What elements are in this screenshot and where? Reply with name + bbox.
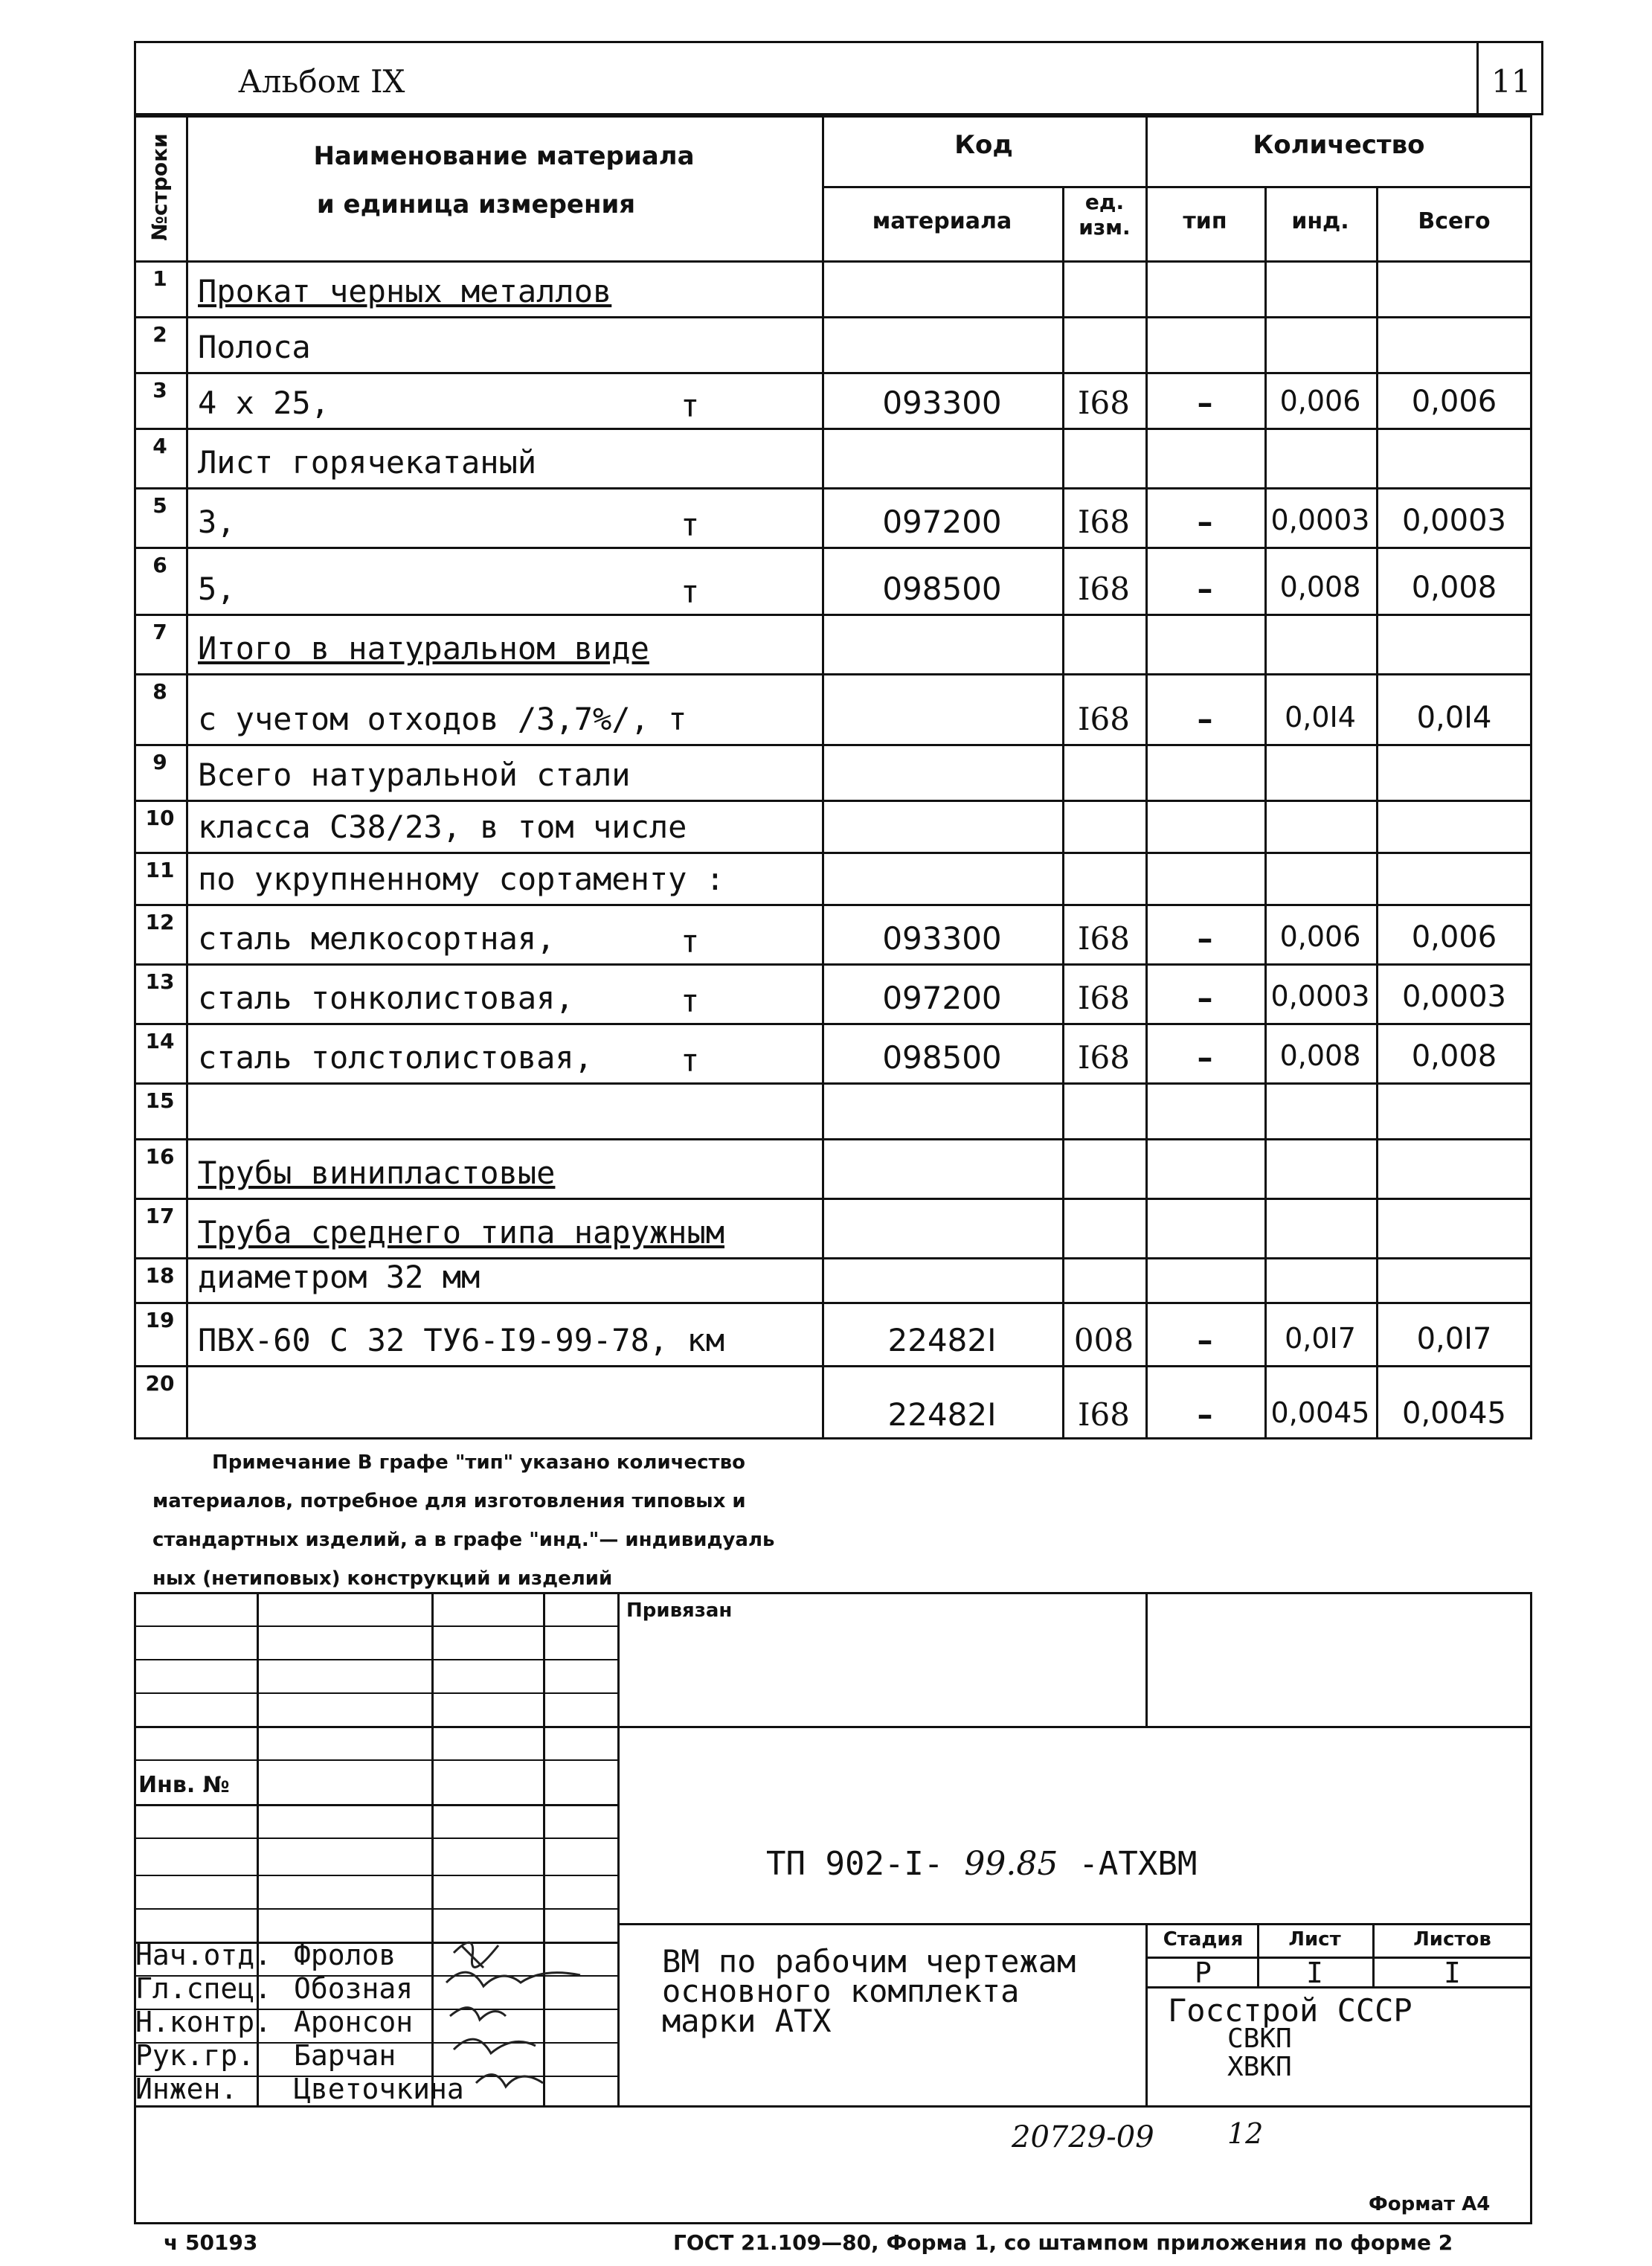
qty-total: 0,0003 xyxy=(1402,504,1506,538)
row-line xyxy=(134,1365,1532,1367)
inv-no-label: Инв. № xyxy=(138,1772,230,1798)
quantity-header: Количество xyxy=(1253,130,1425,160)
qty-ind: 0,008 xyxy=(1279,571,1361,603)
tb-row-g xyxy=(134,1837,617,1839)
qty-total: 0,008 xyxy=(1411,571,1497,605)
org-line1: Госстрой СССР xyxy=(1168,1992,1412,2029)
material-code: 22482I xyxy=(887,1396,997,1433)
doc-code xyxy=(766,1845,1197,1883)
privyazan-divider xyxy=(1145,1592,1148,1726)
row-line xyxy=(134,963,1532,966)
qty-ind: 0,008 xyxy=(1279,1039,1361,1072)
row-number: 20 xyxy=(145,1371,175,1396)
qty-type-header: тип xyxy=(1183,208,1227,234)
row-line xyxy=(134,1082,1532,1085)
code-header: Код xyxy=(954,130,1013,160)
code-material-header: материала xyxy=(872,208,1012,234)
qty-total-header: Всего xyxy=(1418,208,1491,234)
material-code: 098500 xyxy=(882,1039,1002,1076)
stage-label: Стадия xyxy=(1163,1928,1244,1951)
row-number: 9 xyxy=(152,750,167,774)
privyazan-label: Привязан xyxy=(626,1599,733,1622)
row-number: 16 xyxy=(145,1144,175,1169)
material-name: Прокат черных металлов xyxy=(198,273,612,309)
qty-total: 0,0003 xyxy=(1402,980,1506,1014)
qty-type: – xyxy=(1197,504,1213,540)
album-title: Альбом IX xyxy=(238,63,405,100)
note-line3: стандартных изделий, а в графе "инд."— индивидуаль xyxy=(152,1529,775,1551)
signatures xyxy=(431,1923,625,2109)
row-line xyxy=(134,1138,1532,1140)
sheet-label: Лист xyxy=(1288,1928,1341,1951)
row-number: 19 xyxy=(145,1308,175,1332)
org-line3: ХВКП xyxy=(1227,2052,1292,2082)
row-line xyxy=(134,852,1532,854)
doc-code-prefix: ТП 902-I- xyxy=(766,1845,944,1883)
doc-title-line1: ВМ по рабочим чертежам xyxy=(662,1943,1076,1980)
row-number: 3 xyxy=(152,378,167,402)
row-number: 7 xyxy=(152,620,167,644)
role-3: Н.контр. xyxy=(135,2006,272,2038)
name-4: Барчан xyxy=(294,2039,396,2072)
qty-total: 0,0I7 xyxy=(1416,1322,1492,1356)
qty-ind: 0,0045 xyxy=(1270,1396,1370,1429)
unit-code: I68 xyxy=(1077,980,1131,1016)
col-line-code xyxy=(822,115,824,1439)
note-line2: материалов, потребное для изготовления типовых и xyxy=(152,1490,746,1512)
row-number: 2 xyxy=(152,322,167,347)
row-line xyxy=(134,1302,1532,1304)
qty-ind-header: инд. xyxy=(1291,208,1349,234)
name-3: Аронсон xyxy=(294,2006,414,2038)
footer-left-code: ч 50193 xyxy=(164,2230,258,2255)
tb-row-b xyxy=(134,1659,617,1660)
role-5: Инжен. xyxy=(135,2073,238,2105)
unit-code: I68 xyxy=(1077,1039,1131,1076)
registration-sheet: 12 xyxy=(1227,2117,1264,2150)
org-line2: СВКП xyxy=(1227,2023,1292,2054)
doc-title-line3: марки АТХ xyxy=(662,2003,832,2039)
row-number: 14 xyxy=(145,1029,175,1053)
material-name: 5, xyxy=(198,571,236,607)
stage-divider xyxy=(1145,1923,1148,2105)
tb-row-a xyxy=(134,1625,617,1627)
row-number: 12 xyxy=(145,910,175,934)
album-header-divider xyxy=(1476,41,1479,115)
row-number: 13 xyxy=(145,969,175,994)
row-line xyxy=(134,487,1532,490)
material-name: по укрупненному сортаменту : xyxy=(198,861,725,897)
row-line xyxy=(134,1023,1532,1025)
doc-code-suffix: -АТХВМ xyxy=(1079,1845,1198,1883)
row-line xyxy=(134,1198,1532,1200)
col-line-qty xyxy=(1145,115,1148,1439)
unit: т xyxy=(681,388,700,424)
material-name: Всего натуральной стали xyxy=(198,757,631,793)
material-name: Лист горячекатаный xyxy=(198,444,537,481)
qty-type: – xyxy=(1197,1039,1213,1076)
row-number: 17 xyxy=(145,1204,175,1228)
qty-ind: 0,0I4 xyxy=(1285,701,1356,734)
code-unit-header: ед. изм. xyxy=(1079,190,1131,240)
row-number: 18 xyxy=(145,1263,175,1288)
registration-number: 20729-09 xyxy=(1012,2120,1154,2154)
row-number: 4 xyxy=(152,434,167,458)
row-line xyxy=(134,904,1532,906)
stage-value: Р xyxy=(1195,1957,1212,1989)
unit-code: I68 xyxy=(1077,385,1131,421)
material-name: Труба среднего типа наружным xyxy=(198,1214,725,1251)
material-name: с учетом отходов /3,7%/, т xyxy=(198,701,687,737)
qty-ind: 0,006 xyxy=(1279,385,1361,417)
qty-type: – xyxy=(1197,1396,1213,1433)
tb-row-f xyxy=(134,1804,617,1806)
header-bottom-line xyxy=(134,260,1532,263)
material-name: Трубы винипластовые xyxy=(198,1155,556,1191)
tb-row-d xyxy=(134,1726,1532,1728)
tb-row-h xyxy=(134,1875,617,1876)
name-header-line2: и единица измерения xyxy=(316,190,636,219)
qty-ind: 0,0003 xyxy=(1270,504,1370,536)
qty-total: 0,008 xyxy=(1411,1039,1497,1073)
material-name: сталь мелкосортная, xyxy=(198,920,556,957)
row-number: 15 xyxy=(145,1088,175,1113)
qty-type: – xyxy=(1197,920,1213,957)
material-code: 093300 xyxy=(882,920,1002,957)
tb-row-k xyxy=(617,1923,1532,1925)
row-line xyxy=(134,372,1532,374)
unit: т xyxy=(681,1042,700,1079)
name-1: Фролов xyxy=(294,1939,396,1971)
gost-footer: ГОСТ 21.109—80, Форма 1, со штампом приложения по форме 2 xyxy=(673,2230,1453,2255)
row-number: 5 xyxy=(152,493,167,518)
tb-row-c xyxy=(134,1692,617,1694)
sheet-value: I xyxy=(1306,1957,1323,1989)
unit: т xyxy=(681,507,700,543)
tb-row-i xyxy=(134,1908,617,1910)
material-name: Полоса xyxy=(198,329,311,365)
row-line xyxy=(134,316,1532,318)
material-code: 093300 xyxy=(882,385,1002,421)
material-name: сталь тонколистовая, xyxy=(198,980,574,1016)
format-label: Формат А4 xyxy=(1369,2193,1491,2215)
row-number: 6 xyxy=(152,553,167,577)
row-number: 8 xyxy=(152,679,167,704)
unit: т xyxy=(681,923,700,960)
note xyxy=(152,1443,911,1598)
tb-row-e xyxy=(134,1759,617,1761)
name-header-line1: Наименование материала xyxy=(313,141,695,171)
doc-title-line2: основного комплекта xyxy=(662,1973,1020,2009)
unit: т xyxy=(681,574,700,610)
material-code: 097200 xyxy=(882,980,1002,1016)
material-code: 22482I xyxy=(887,1322,997,1358)
material-code: 097200 xyxy=(882,504,1002,540)
doc-code-handwritten: 99.85 xyxy=(964,1845,1058,1883)
note-line4: ных (нетиповых) конструкций и изделий xyxy=(152,1567,613,1590)
role-2: Гл.спец. xyxy=(135,1972,272,2005)
row-number: 10 xyxy=(145,806,175,830)
row-line xyxy=(134,744,1532,746)
material-name: 3, xyxy=(198,504,236,540)
row-line xyxy=(134,800,1532,802)
tb-row-p xyxy=(134,2105,1532,2108)
role-1: Нач.отд. xyxy=(135,1939,272,1971)
row-line xyxy=(134,547,1532,549)
qty-ind: 0,0003 xyxy=(1270,980,1370,1012)
qty-ind: 0,006 xyxy=(1279,920,1361,953)
material-name: класса С38/23, в том числе xyxy=(198,809,687,845)
unit-code: 008 xyxy=(1073,1322,1134,1358)
header-subline xyxy=(822,186,1532,188)
material-name: диаметром 32 мм xyxy=(198,1259,481,1295)
row-line xyxy=(134,428,1532,430)
unit: т xyxy=(681,983,700,1019)
note-line1: Примечание В графе "тип" указано количество xyxy=(212,1451,745,1474)
qty-total: 0,0I4 xyxy=(1416,701,1492,735)
col-line-name xyxy=(186,115,188,1439)
qty-ind: 0,0I7 xyxy=(1285,1322,1356,1355)
row-number: 11 xyxy=(145,858,175,882)
qty-type: – xyxy=(1197,980,1213,1016)
unit-code: I68 xyxy=(1077,571,1131,607)
qty-total: 0,0045 xyxy=(1402,1396,1506,1431)
sheets-value: I xyxy=(1444,1957,1461,1989)
title-block-top xyxy=(134,1592,1532,1594)
material-name: сталь толстолистовая, xyxy=(198,1039,594,1076)
qty-total: 0,006 xyxy=(1411,920,1497,954)
qty-total: 0,006 xyxy=(1411,385,1497,419)
name-5: Цветочкина xyxy=(294,2073,464,2105)
material-code: 098500 xyxy=(882,571,1002,607)
qty-type: – xyxy=(1197,1322,1213,1358)
name-2: Обозная xyxy=(294,1972,414,2005)
qty-type: – xyxy=(1197,571,1213,607)
unit-code: I68 xyxy=(1077,504,1131,540)
qty-type: – xyxy=(1197,701,1213,737)
row-line xyxy=(134,673,1532,675)
material-name: 4 x 25, xyxy=(198,385,330,421)
unit-code: I68 xyxy=(1077,701,1131,737)
role-4: Рук.гр. xyxy=(135,2039,255,2072)
page-number: 11 xyxy=(1491,63,1532,100)
sheets-label: Листов xyxy=(1413,1928,1491,1951)
qty-type: – xyxy=(1197,385,1213,421)
unit-code: I68 xyxy=(1077,1396,1131,1433)
material-name: Итого в натуральном виде xyxy=(198,630,649,667)
row-number: 1 xyxy=(152,266,167,291)
row-line xyxy=(134,614,1532,616)
unit-code: I68 xyxy=(1077,920,1131,957)
row-number-header: №строки xyxy=(147,133,172,241)
material-name: ПВХ-60 С 32 ТУ6-I9-99-78, км xyxy=(198,1322,725,1358)
